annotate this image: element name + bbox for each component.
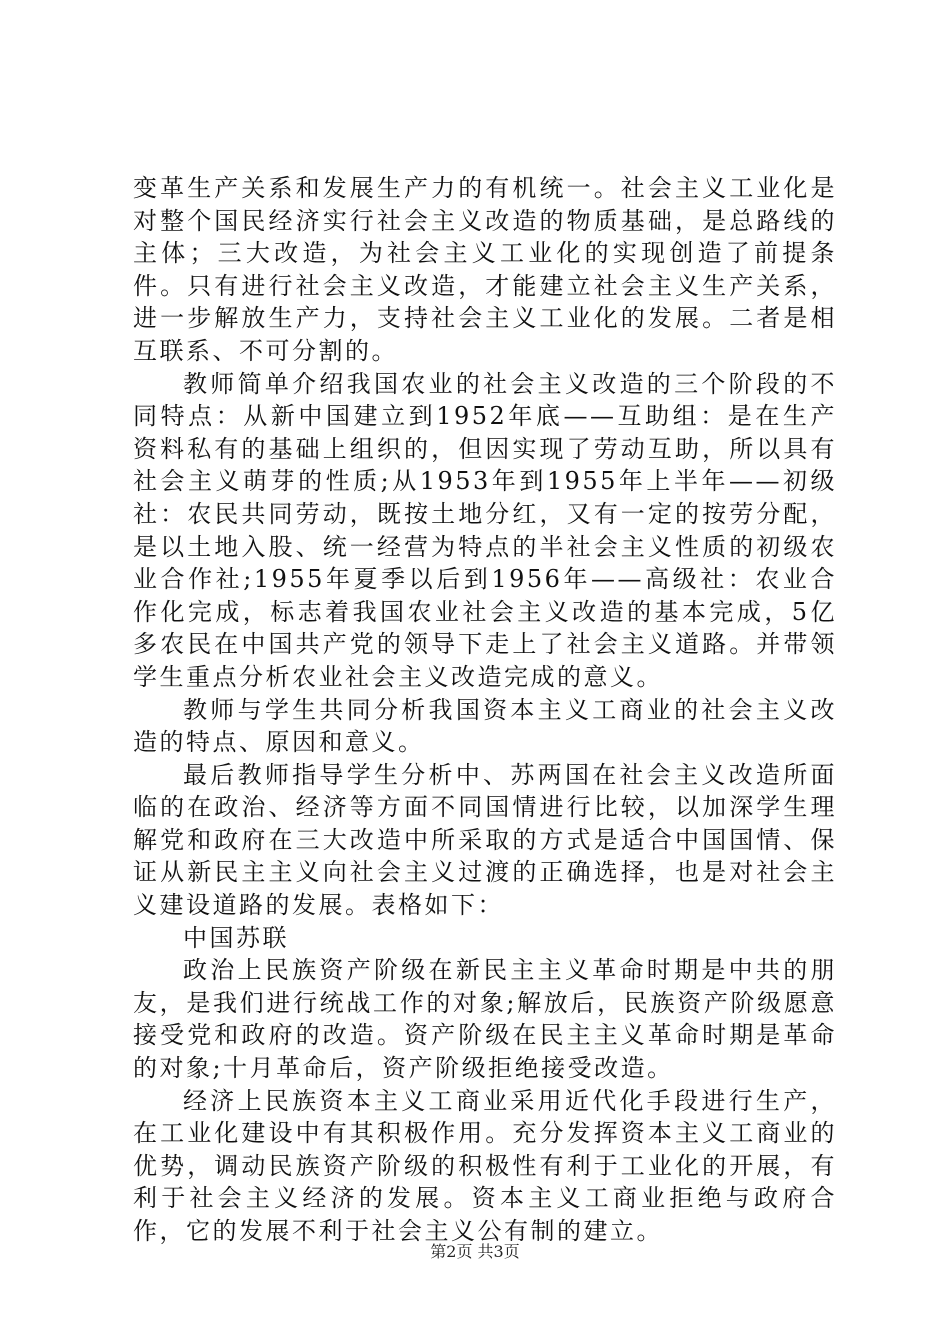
table-header-row: 中国苏联 [183,923,289,952]
paragraph-continuation: 变革生产关系和发展生产力的有机统一。社会主义工业化是对整个国民经济实行社会主义改造的物质基础，是总路线的主体；三大改造，为社会主义工业化的实现创造了前提条件。只有进行社会主义改造，才能建立社会主义生产关系，进一步解放生产力，支持社会主义工业化的发展。二者是相互联系、不可分割的。 [133,174,837,365]
document-body [133,172,837,1248]
page-footer: 第2页 共3页 [430,1242,520,1261]
paragraph-industry-commerce: 教师与学生共同分析我国资本主义工商业的社会主义改造的特点、原因和意义。 [133,695,837,757]
table-row-economy: 经济上民族资本主义工商业采用近代化手段进行生产，在工业化建设中有其积极作用。充分发挥资本主义工商业的优势，调动民族资产阶级的积极性有利于工业化的开展，有利于社会主义经济的发展。资本主义工商业拒绝与政府合作，它的发展不利于社会主义公有制的建立。 [133,1086,837,1245]
paragraph-agriculture-stages: 教师简单介绍我国农业的社会主义改造的三个阶段的不同特点：从新中国建立到1952年底——互助组：是在生产资料私有的基础上组织的，但因实现了劳动互助，所以具有社会主义萌芽的性质;从1953年到1955年上半年——初级社：农民共同劳动，既按土地分红，又有一定的按劳分配，是以土地入股、统一经营为特点的半社会主义性质的初级农业合作社;1955年夏季以后到1956年——高级社：农业合作化完成，标志着我国农业社会主义改造的基本完成，5亿多农民在中国共产党的领导下走上了社会主义道路。并带领学生重点分析农业社会主义改造完成的意义。 [133,369,837,691]
paragraph-comparison-intro: 最后教师指导学生分析中、苏两国在社会主义改造所面临的在政治、经济等方面不同国情进行比较，以加深学生理解党和政府在三大改造中所采取的方式是适合中国国情、保证从新民主主义向社会主义过渡的正确选择，也是对社会主义建设道路的发展。表格如下： [133,760,837,920]
table-row-politics: 政治上民族资产阶级在新民主主义革命时期是中共的朋友，是我们进行统战工作的对象;解放后，民族资产阶级愿意接受党和政府的改造。资产阶级在民主主义革命时期是革命的对象;十月革命后，资产阶级拒绝接受改造。 [133,956,837,1083]
